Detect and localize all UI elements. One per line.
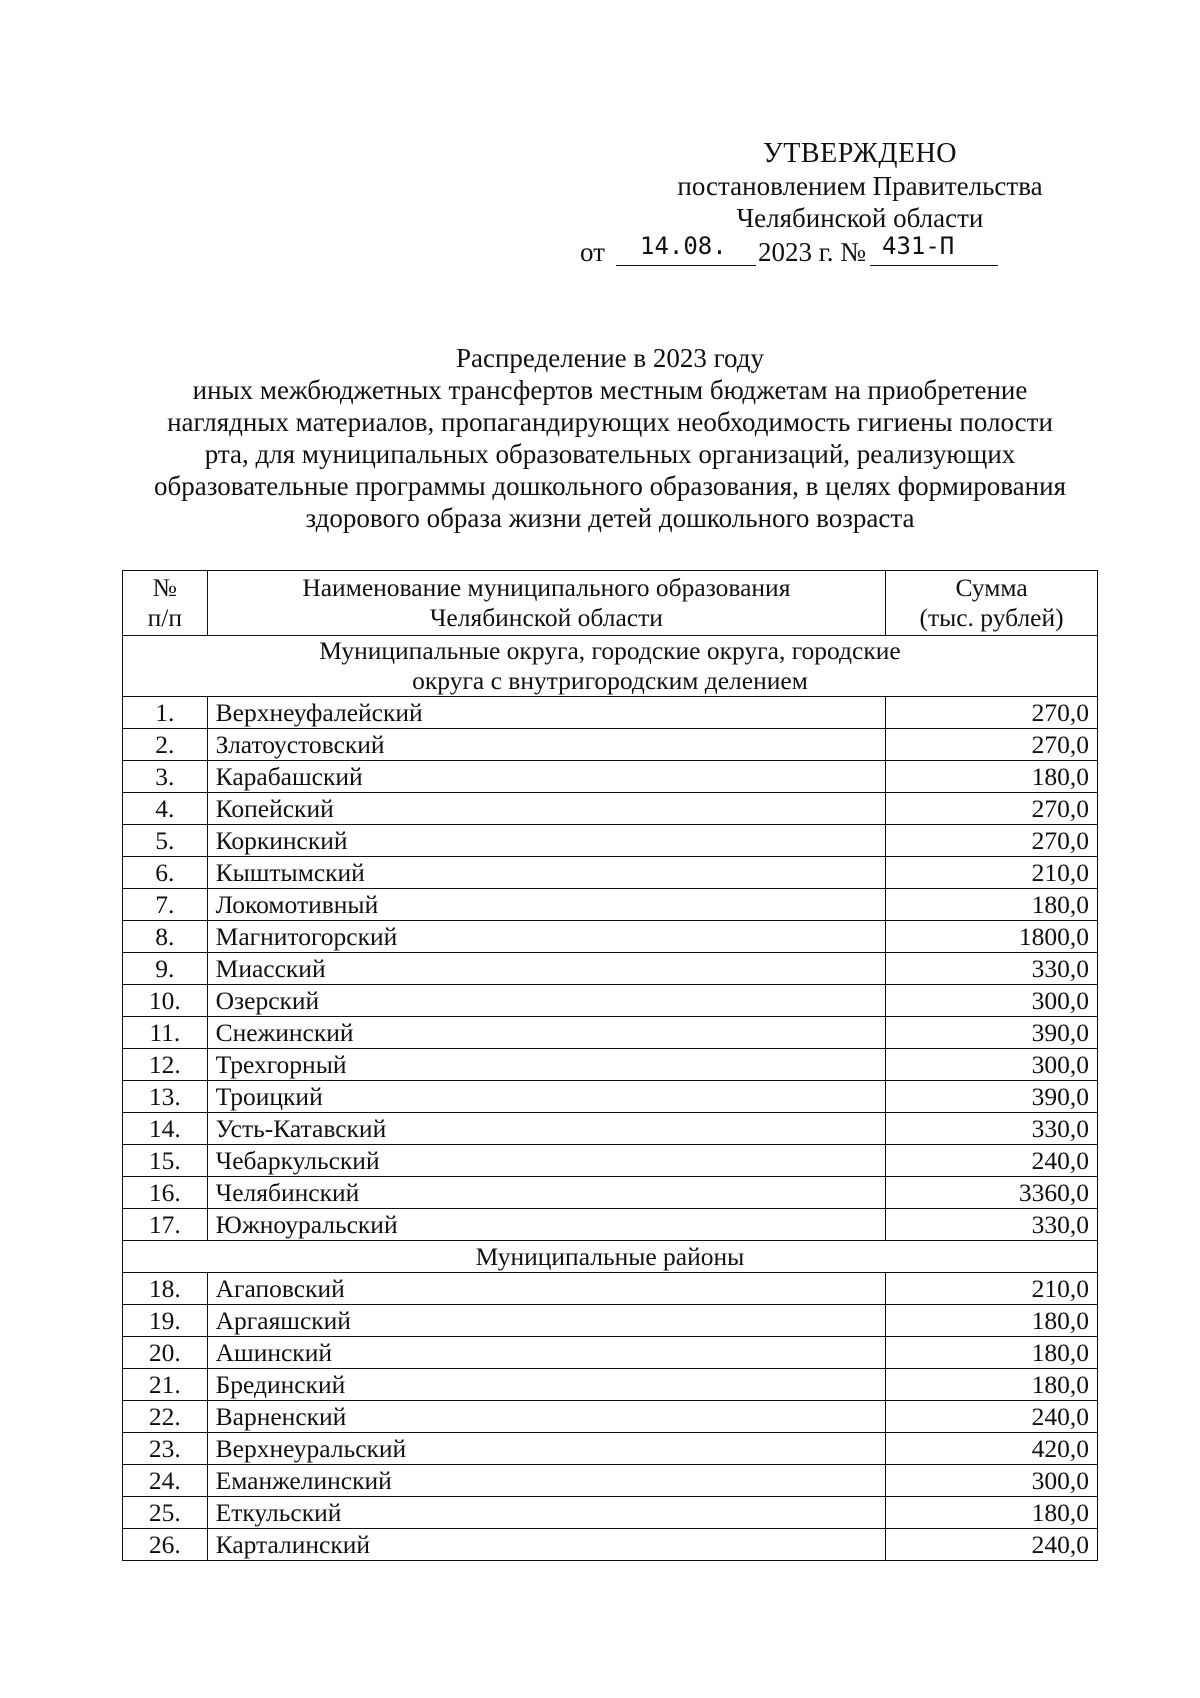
cell-num: 3. (123, 761, 208, 793)
table-row (123, 1177, 1098, 1209)
cell-name: Локомотивный (207, 889, 885, 921)
date-value: 14.08. (640, 232, 727, 260)
cell-sum: 180,0 (886, 1337, 1098, 1369)
cell-name: Брединский (207, 1369, 885, 1401)
cell-sum: 240,0 (886, 1145, 1098, 1177)
table-row (123, 1305, 1098, 1337)
cell-sum: 300,0 (886, 985, 1098, 1017)
cell-name: Чебаркульский (207, 1145, 885, 1177)
cell-num: 16. (123, 1177, 208, 1209)
header-name-line: Челябинской области (429, 603, 663, 632)
table-row (123, 761, 1098, 793)
cell-sum: 270,0 (886, 729, 1098, 761)
cell-num: 4. (123, 793, 208, 825)
title-line: здорового образа жизни детей дошкольного возраста (305, 503, 915, 533)
table-row (123, 1369, 1098, 1401)
cell-num: 2. (123, 729, 208, 761)
cell-sum: 330,0 (886, 1209, 1098, 1241)
cell-name: Варненский (207, 1401, 885, 1433)
table-row (123, 953, 1098, 985)
document-title (110, 342, 1110, 534)
cell-name: Златоустовский (207, 729, 885, 761)
cell-name: Копейский (207, 793, 885, 825)
cell-num: 25. (123, 1497, 208, 1529)
cell-name: Магнитогорский (207, 921, 885, 953)
number-underline (870, 265, 998, 266)
cell-sum: 180,0 (886, 1497, 1098, 1529)
cell-name: Верхнеуфалейский (207, 697, 885, 729)
table-body (123, 636, 1098, 1561)
cell-num: 5. (123, 825, 208, 857)
table-row (123, 1497, 1098, 1529)
cell-name: Агаповский (207, 1273, 885, 1305)
title-line: образовательные программы дошкольного образования, в целях формирования (154, 471, 1066, 501)
table-row (123, 1433, 1098, 1465)
number-value: 431-П (882, 232, 955, 260)
cell-name: Верхнеуральский (207, 1433, 885, 1465)
table-row (123, 1337, 1098, 1369)
cell-num: 14. (123, 1113, 208, 1145)
cell-sum: 330,0 (886, 1113, 1098, 1145)
cell-num: 22. (123, 1401, 208, 1433)
cell-name: Еманжелинский (207, 1465, 885, 1497)
cell-num: 19. (123, 1305, 208, 1337)
approval-stamp (580, 138, 1080, 268)
cell-sum: 300,0 (886, 1049, 1098, 1081)
header-sum-line: Сумма (955, 573, 1028, 602)
header-num (123, 571, 208, 636)
approval-line-2: Челябинской области (736, 203, 984, 233)
cell-sum: 420,0 (886, 1433, 1098, 1465)
cell-name: Еткульский (207, 1497, 885, 1529)
cell-sum: 210,0 (886, 1273, 1098, 1305)
cell-sum: 180,0 (886, 761, 1098, 793)
cell-sum: 180,0 (886, 1305, 1098, 1337)
cell-name: Трехгорный (207, 1049, 885, 1081)
cell-sum: 270,0 (886, 793, 1098, 825)
cell-name: Кыштымский (207, 857, 885, 889)
title-line: наглядных материалов, пропагандирующих необходимость гигиены полости (167, 407, 1053, 437)
section-row (123, 636, 1098, 697)
section-title (123, 636, 1098, 697)
cell-sum: 210,0 (886, 857, 1098, 889)
cell-name: Аргаяшский (207, 1305, 885, 1337)
cell-num: 6. (123, 857, 208, 889)
table-row (123, 1465, 1098, 1497)
cell-sum: 270,0 (886, 697, 1098, 729)
cell-sum: 180,0 (886, 889, 1098, 921)
title-line: Распределение в 2023 году (456, 343, 764, 373)
cell-name: Усть-Катавский (207, 1113, 885, 1145)
date-underline (616, 265, 756, 266)
header-num-line: № (152, 573, 177, 602)
header-sum (886, 571, 1098, 636)
approval-title: УТВЕРЖДЕНО (762, 138, 958, 169)
section-title-line: Муниципальные округа, городские округа, городские (319, 636, 901, 665)
cell-num: 20. (123, 1337, 208, 1369)
cell-num: 9. (123, 953, 208, 985)
section-title-line: округа с внутригородским делением (412, 666, 808, 695)
cell-name: Озерский (207, 985, 885, 1017)
table-row (123, 793, 1098, 825)
cell-num: 13. (123, 1081, 208, 1113)
cell-sum: 180,0 (886, 1369, 1098, 1401)
section-title (123, 1241, 1098, 1273)
cell-name: Челябинский (207, 1177, 885, 1209)
cell-name: Троицкий (207, 1081, 885, 1113)
year-suffix: 2023 г. № (758, 237, 867, 267)
cell-num: 10. (123, 985, 208, 1017)
cell-sum: 390,0 (886, 1081, 1098, 1113)
from-prefix: от (580, 237, 605, 267)
cell-sum: 240,0 (886, 1529, 1098, 1561)
cell-name: Карталинский (207, 1529, 885, 1561)
cell-sum: 1800,0 (886, 921, 1098, 953)
table-row (123, 825, 1098, 857)
cell-num: 24. (123, 1465, 208, 1497)
table-row (123, 1529, 1098, 1561)
table-row (123, 1049, 1098, 1081)
cell-sum: 390,0 (886, 1017, 1098, 1049)
table-row (123, 1273, 1098, 1305)
table-row (123, 697, 1098, 729)
cell-num: 8. (123, 921, 208, 953)
table-row (123, 889, 1098, 921)
cell-name: Южноуральский (207, 1209, 885, 1241)
cell-name: Коркинский (207, 825, 885, 857)
cell-num: 23. (123, 1433, 208, 1465)
section-title-line: Муниципальные районы (475, 1241, 745, 1271)
approval-date-line (580, 234, 1060, 268)
title-line: рта, для муниципальных образовательных организаций, реализующих (204, 439, 1016, 469)
cell-num: 12. (123, 1049, 208, 1081)
header-name (207, 571, 885, 636)
header-num-line: п/п (147, 603, 183, 632)
table-row (123, 1017, 1098, 1049)
cell-name: Карабашский (207, 761, 885, 793)
table-row (123, 857, 1098, 889)
table-row (123, 1145, 1098, 1177)
cell-num: 11. (123, 1017, 208, 1049)
cell-num: 18. (123, 1273, 208, 1305)
cell-num: 17. (123, 1209, 208, 1241)
cell-sum: 3360,0 (886, 1177, 1098, 1209)
cell-sum: 240,0 (886, 1401, 1098, 1433)
header-name-line: Наименование муниципального образования (302, 573, 791, 602)
cell-sum: 270,0 (886, 825, 1098, 857)
table-row (123, 1081, 1098, 1113)
section-row (123, 1241, 1098, 1273)
cell-name: Снежинский (207, 1017, 885, 1049)
title-line: иных межбюджетных трансфертов местным бюджетам на приобретение (192, 375, 1028, 405)
cell-num: 21. (123, 1369, 208, 1401)
distribution-table (122, 570, 1098, 1561)
cell-num: 15. (123, 1145, 208, 1177)
cell-name: Миасский (207, 953, 885, 985)
table-row (123, 985, 1098, 1017)
header-sum-line: (тыс. рублей) (919, 603, 1064, 632)
cell-num: 26. (123, 1529, 208, 1561)
cell-num: 1. (123, 697, 208, 729)
table-row (123, 921, 1098, 953)
table-row (123, 1113, 1098, 1145)
cell-sum: 300,0 (886, 1465, 1098, 1497)
cell-sum: 330,0 (886, 953, 1098, 985)
table-row (123, 729, 1098, 761)
table-header-row (123, 571, 1098, 636)
table-row (123, 1401, 1098, 1433)
approval-line-1: постановлением Правительства (677, 171, 1043, 201)
cell-num: 7. (123, 889, 208, 921)
cell-name: Ашинский (207, 1337, 885, 1369)
table-row (123, 1209, 1098, 1241)
